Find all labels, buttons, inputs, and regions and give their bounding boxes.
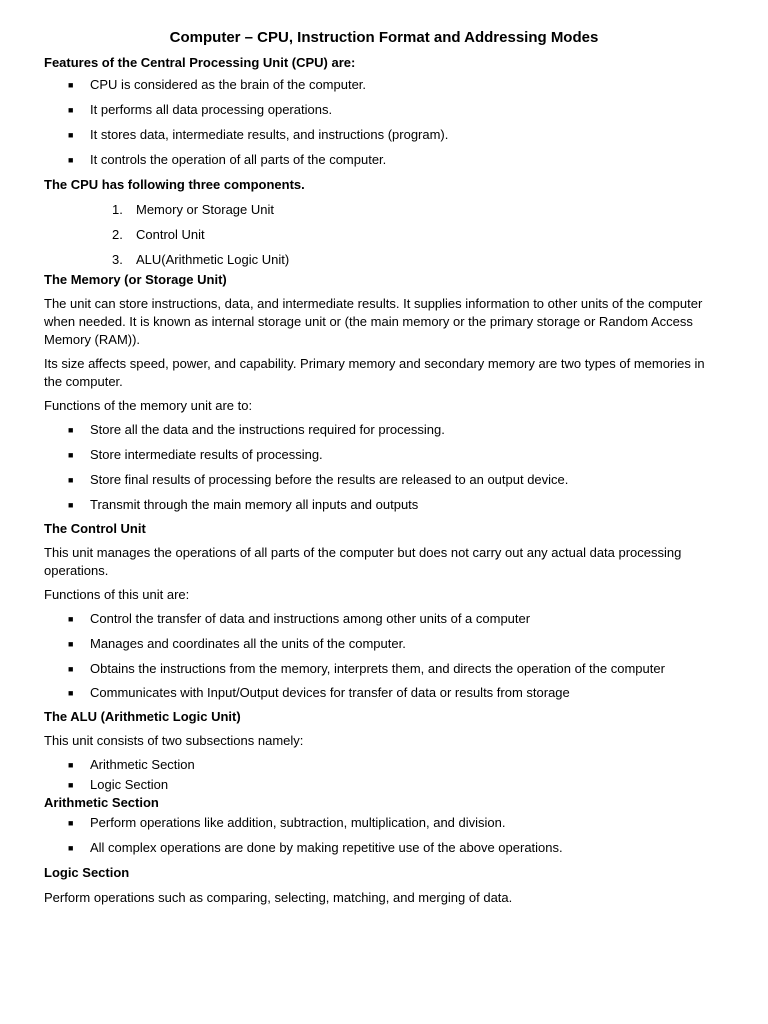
bullet-icon: ■: [68, 475, 74, 485]
list-item: ■ Arithmetic Section: [68, 757, 195, 772]
list-item: ■ Logic Section: [68, 777, 169, 792]
memory-functions-list: [44, 421, 724, 514]
features-list: [44, 76, 724, 169]
list-item: ■ All complex operations are done by making repetitive use of the above operations.: [68, 840, 563, 855]
bullet-icon: ■: [68, 425, 74, 435]
bullet-icon: ■: [68, 80, 74, 90]
alu-intro: This unit consists of two subsections namely:: [44, 733, 304, 748]
list-item: ■ Communicates with Input/Output devices for transfer of data or results from storage: [68, 685, 570, 700]
bullet-icon: ■: [68, 780, 74, 790]
alu-subsections-list: [44, 756, 724, 794]
control-functions-intro: Functions of this unit are:: [44, 587, 190, 602]
bullet-icon: ■: [68, 843, 74, 853]
control-paragraph: This unit manages the operations of all parts of the computer but does not carry out any actual data processing operations.: [44, 545, 682, 578]
arithmetic-list: [44, 814, 724, 857]
alu-heading: The ALU (Arithmetic Logic Unit): [44, 709, 241, 724]
list-item: ■ CPU is considered as the brain of the computer.: [68, 77, 367, 92]
list-item: ■ Store final results of processing before the results are released to an output device.: [68, 472, 569, 487]
memory-paragraph: Its size affects speed, power, and capability. Primary memory and secondary memory are two types of memories in the computer.: [44, 356, 705, 389]
document-title: Computer – CPU, Instruction Format and Addressing Modes: [169, 29, 599, 46]
features-heading: Features of the Central Processing Unit (CPU) are:: [44, 55, 356, 70]
list-item: ■ Control the transfer of data and instructions among other units of a computer: [68, 611, 531, 626]
list-item: ■ It controls the operation of all parts of the computer.: [68, 152, 387, 167]
bullet-icon: ■: [68, 130, 74, 140]
bullet-icon: ■: [68, 614, 74, 624]
list-item: ■ It performs all data processing operations.: [68, 102, 333, 117]
list-item: ■ Perform operations like addition, subtraction, multiplication, and division.: [68, 815, 506, 830]
list-item: ■ Store all the data and the instructions required for processing.: [68, 422, 445, 437]
logic-paragraph: Perform operations such as comparing, selecting, matching, and merging of data.: [44, 890, 513, 905]
list-item: 3. ALU(Arithmetic Logic Unit): [112, 252, 290, 267]
list-item: ■ It stores data, intermediate results, and instructions (program).: [68, 127, 449, 142]
logic-heading: Logic Section: [44, 865, 130, 880]
bullet-icon: ■: [68, 500, 74, 510]
memory-paragraph: The unit can store instructions, data, and intermediate results. It supplies information to other units of the computer when needed. It is known as internal storage unit or (the main memory or the primary storage or Random Access Memory (RAM)).: [44, 296, 703, 347]
list-item: ■ Obtains the instructions from the memory, interprets them, and directs the operation of the computer: [68, 661, 665, 676]
bullet-icon: ■: [68, 664, 74, 674]
control-heading: The Control Unit: [44, 521, 146, 536]
list-item: 1. Memory or Storage Unit: [112, 202, 274, 217]
bullet-icon: ■: [68, 105, 74, 115]
bullet-icon: ■: [68, 760, 74, 770]
arithmetic-heading: Arithmetic Section: [44, 795, 159, 810]
list-item: ■ Store intermediate results of processing.: [68, 447, 323, 462]
bullet-icon: ■: [68, 688, 74, 698]
memory-functions-intro: Functions of the memory unit are to:: [44, 398, 253, 413]
control-functions-list: [44, 610, 724, 702]
memory-heading: The Memory (or Storage Unit): [44, 272, 227, 287]
list-item: ■ Manages and coordinates all the units of the computer.: [68, 636, 406, 651]
list-item: 2. Control Unit: [112, 227, 205, 242]
components-list: [44, 201, 724, 269]
bullet-icon: ■: [68, 450, 74, 460]
bullet-icon: ■: [68, 155, 74, 165]
components-heading: The CPU has following three components.: [44, 177, 305, 192]
list-item: ■ Transmit through the main memory all inputs and outputs: [68, 497, 419, 512]
bullet-icon: ■: [68, 818, 74, 828]
bullet-icon: ■: [68, 639, 74, 649]
